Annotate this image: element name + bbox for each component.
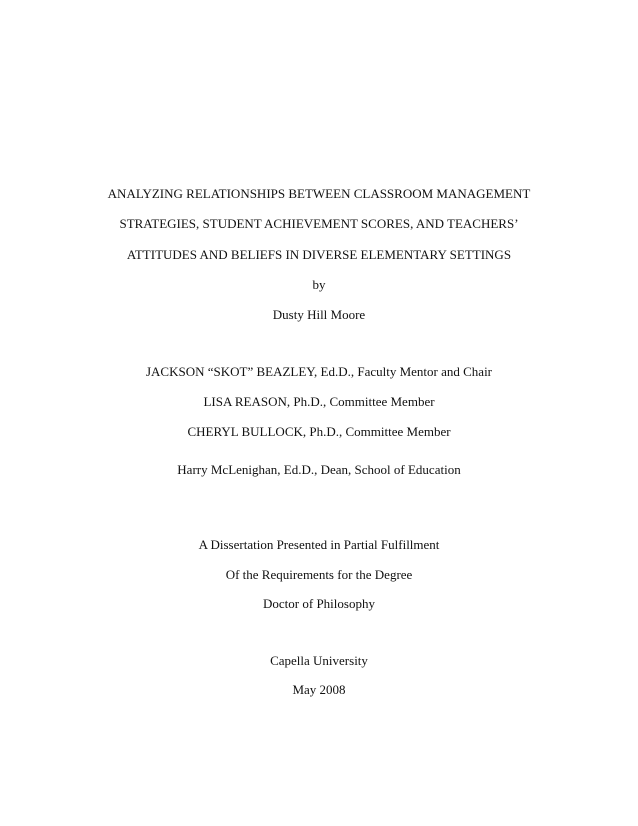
degree-line: Doctor of Philosophy — [263, 596, 375, 611]
institution-name: Capella University — [270, 653, 368, 668]
statement-line-2: Of the Requirements for the Degree — [225, 567, 413, 582]
statement-line-1: A Dissertation Presented in Partial Fulfillment — [198, 537, 440, 552]
committee-chair: JACKSON “SKOT” BEAZLEY, Ed.D., Faculty Mentor and Chair — [145, 364, 493, 379]
date-line: May 2008 — [292, 682, 346, 697]
author-name: Dusty Hill Moore — [272, 307, 366, 322]
committee-member-1: LISA REASON, Ph.D., Committee Member — [203, 394, 435, 409]
title-line-2: STRATEGIES, STUDENT ACHIEVEMENT SCORES, AND TEACHERS’ — [119, 216, 519, 231]
dean-line: Harry McLenighan, Ed.D., Dean, School of Education — [177, 462, 461, 477]
committee-member-2: CHERYL BULLOCK, Ph.D., Committee Member — [187, 424, 451, 439]
by-label: by — [312, 277, 326, 292]
title-line-1: ANALYZING RELATIONSHIPS BETWEEN CLASSROOM MANAGEMENT — [107, 186, 531, 201]
title-line-3: ATTITUDES AND BELIEFS IN DIVERSE ELEMENTARY SETTINGS — [126, 247, 512, 262]
